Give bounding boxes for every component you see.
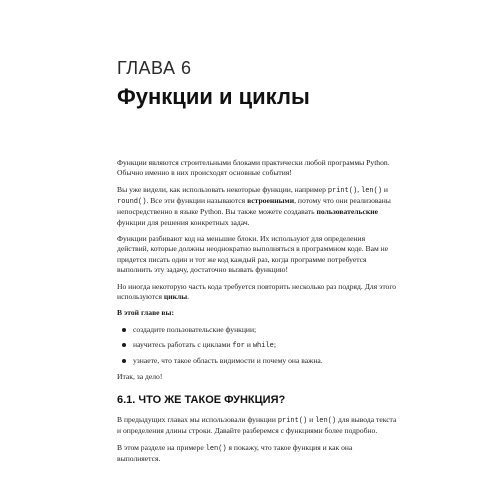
chapter-goals-heading [117,308,397,318]
chapter-goals-list [117,325,397,366]
text-span: , потому что они реализованы непосредственно в языке Python. Вы также можете создавать [117,196,391,217]
paragraph-loops [117,282,397,302]
bullet-icon [122,343,126,347]
code-len: len() [361,186,383,195]
chapter-label: ГЛАВА 6 [117,58,192,78]
list-item [117,356,397,366]
text-span: В этом разделе на примере [117,442,206,452]
list-item-text: создадите пользовательские функции; [133,325,257,335]
bullet-icon [122,328,126,332]
body-text [117,158,397,470]
text-span: функции для решения конкретных задач. [117,217,250,227]
text-span: . Все эти функции называются [146,196,248,206]
code-print: print() [277,416,308,425]
code-len: len() [205,444,227,453]
section-title: 6.1. ЧТО ЖЕ ТАКОЕ ФУНКЦИЯ? [117,394,286,407]
paragraph-this-section [117,443,397,464]
paragraph-lets-go: Итак, за дело! [117,372,163,382]
code-len: len() [315,416,337,425]
term-builtin: встроенными [247,196,295,206]
text-span: . [187,291,190,301]
text-span: Но иногда некоторую часть кода требуется повторить несколько раз подряд. Для этого используются [117,281,397,301]
text-span: и [382,184,388,194]
chapter-title: Функции и циклы [117,84,310,109]
list-item [117,325,397,335]
paragraph-blocks: Функции разбивают код на меньшие блоки. Их используют для определения действий, которые должны неоднократно выполняться в программном коде. Вам не придется писать один и тот же код каждый раз, когда программе потребуется выполнить эту задачу, достаточно вызвать функцию! [117,234,389,274]
list-item [117,340,397,351]
text-span: для вывода текста и определения длины строки. Давайте разберемся с функциями более подробно. [117,414,397,435]
chapter-goals-heading-text: В этой главе вы: [117,308,174,318]
bullet-icon [122,359,126,363]
paragraph-previous-chapters [117,415,397,436]
code-round: round() [117,198,147,207]
text-span: ; [273,339,276,349]
text-span: , [357,184,362,194]
paragraph-intro: Функции являются строительными блоками практически любой программы Python. Обычно именно в них происходят основные события! [117,158,390,178]
text-span: и [244,339,253,349]
text-span: научитесь работать с циклами [133,339,233,349]
text-span: я покажу, что такое функция и как она выполняется. [117,442,353,463]
paragraph-builtin-functions [117,185,397,228]
code-print: print() [327,186,358,195]
text-span: Вы уже видели, как использовать некоторые функции, например [117,184,328,194]
text-span: и [307,414,316,424]
term-user-defined: пользовательские [316,207,378,217]
text-span: В предыдущих главах мы использовали функции [117,414,278,424]
list-item-text: узнаете, что такое область видимости и почему она важна. [133,355,323,365]
term-loops: циклы [163,291,188,301]
code-for: for [232,341,245,350]
code-while: while [252,341,274,350]
